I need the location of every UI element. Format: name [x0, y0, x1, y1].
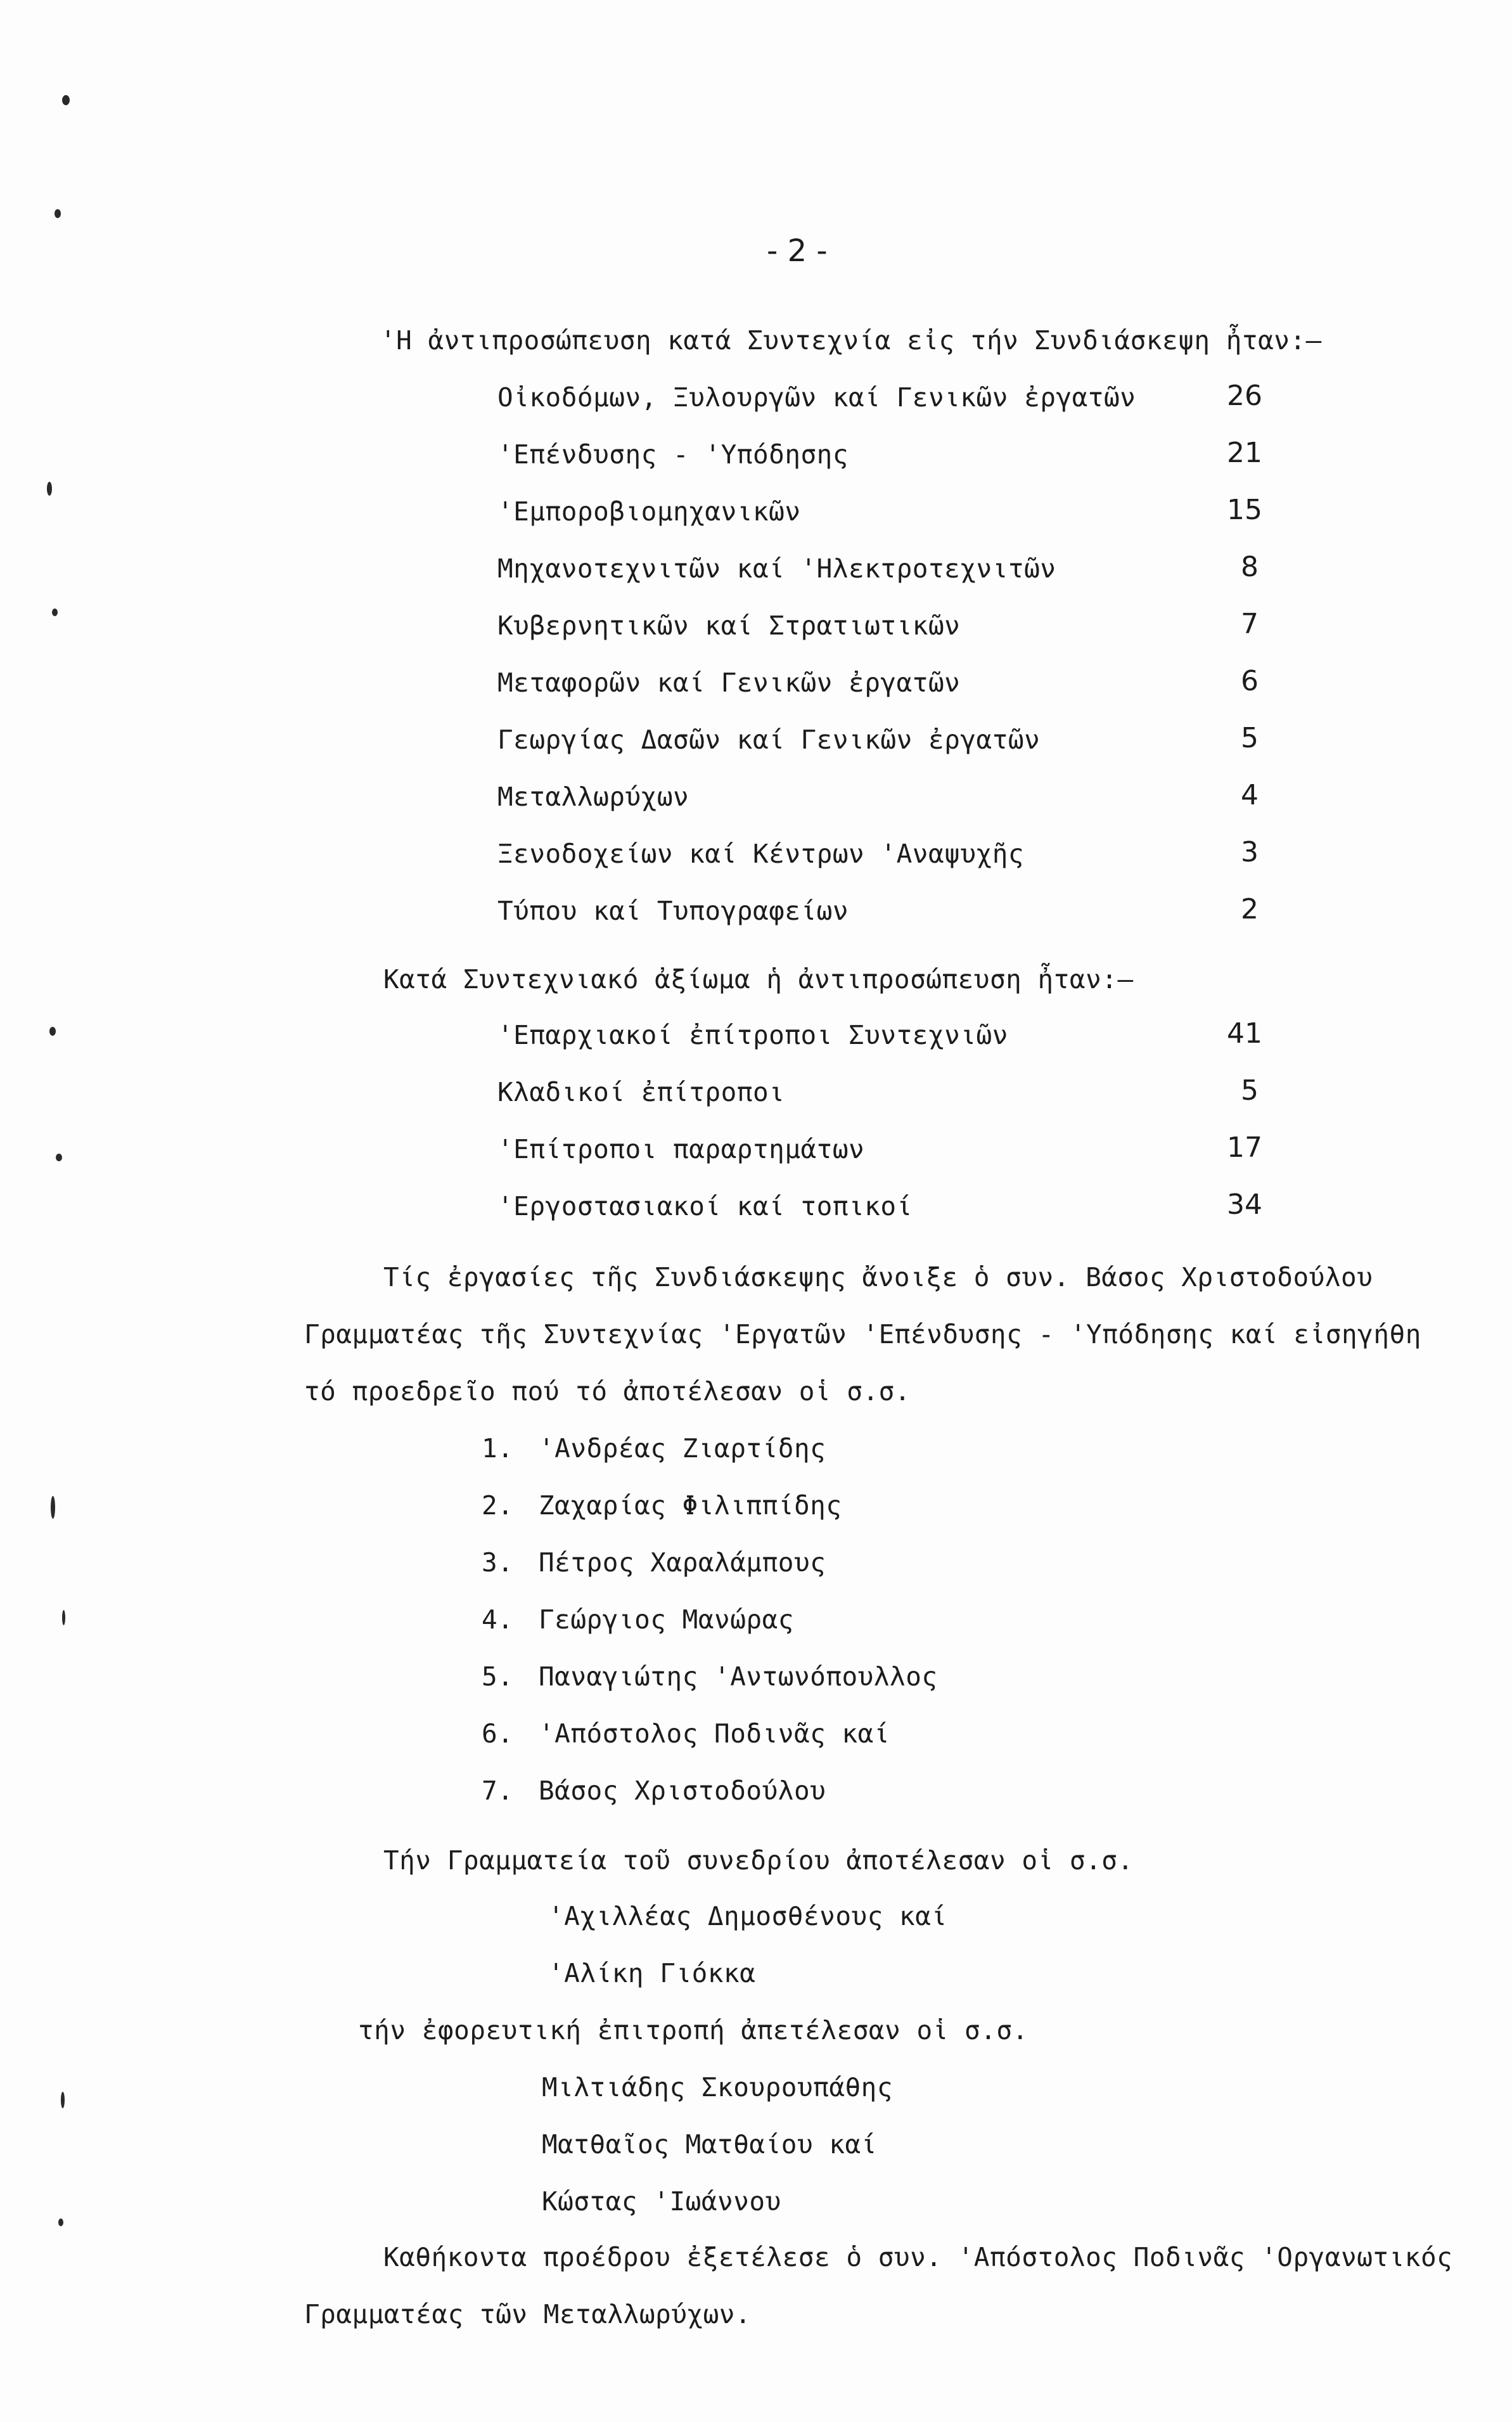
scan-speck: [61, 2092, 65, 2108]
list-number: 4.: [482, 1604, 514, 1635]
election-member: Κώστας 'Ιωάννου: [542, 2186, 781, 2217]
position-name: 'Επαρχιακοί ἐπίτροποι Συντεχνιῶν: [497, 1020, 1008, 1050]
representation-intro: 'Η ἀντιπροσώπευση κατά Συντεχνία εἰς τήν Συνδιάσκεψη ἦταν:—: [380, 325, 1322, 356]
union-count: 6: [1241, 665, 1259, 697]
election-intro: τήν ἐφορευτική ἐπιτροπή ἀπετέλεσαν οἱ σ.σ.: [358, 2015, 1028, 2045]
presidium-member: Πέτρος Χαραλάμπους: [539, 1547, 826, 1578]
paragraph-line: τό προεδρεῖο πού τό ἀποτέλεσαν οἱ σ.σ.: [304, 1376, 911, 1407]
list-number: 1.: [482, 1433, 514, 1464]
paragraph-line: Γραμματέας τῶν Μεταλλωρύχων.: [304, 2299, 752, 2329]
position-intro: Κατά Συντεχνιακό ἀξίωμα ἡ ἀντιπροσώπευση ἦταν:—: [383, 964, 1134, 995]
scan-speck: [49, 1027, 56, 1036]
scan-speck: [56, 1154, 62, 1161]
union-count: 8: [1241, 551, 1259, 583]
union-name: Τύπου καί Τυπογραφείων: [497, 896, 849, 926]
paragraph-line: Γραμματέας τῆς Συντεχνίας 'Εργατῶν 'Επένδυσης - 'Υπόδησης καί εἰσηγήθη: [304, 1319, 1421, 1349]
union-name: Οἰκοδόμων, Ξυλουργῶν καί Γενικῶν ἐργατῶν: [497, 382, 1136, 413]
union-count: 26: [1227, 380, 1262, 412]
position-name: 'Επίτροποι παραρτημάτων: [497, 1134, 865, 1164]
paragraph-line: Τίς ἐργασίες τῆς Συνδιάσκεψης ἄνοιξε ὁ συν. Βάσος Χριστοδούλου: [383, 1262, 1373, 1292]
list-number: 6.: [482, 1718, 514, 1749]
scan-speck: [47, 482, 52, 496]
position-name: 'Εργοστασιακοί καί τοπικοί: [497, 1191, 913, 1221]
position-count: 5: [1241, 1074, 1259, 1107]
union-count: 7: [1241, 608, 1259, 640]
presidium-member: Παναγιώτης 'Αντωνόπουλλος: [539, 1661, 938, 1692]
position-count: 41: [1227, 1017, 1262, 1050]
secretariat-member: 'Αλίκη Γιόκκα: [548, 1958, 756, 1988]
presidium-member: 'Ανδρέας Ζιαρτίδης: [539, 1433, 826, 1464]
scan-speck: [62, 95, 70, 105]
presidium-member: Γεώργιος Μανώρας: [539, 1604, 794, 1635]
paragraph-line: Καθήκοντα προέδρου ἐξετέλεσε ὁ συν. 'Απόστολος Ποδινᾶς 'Οργανωτικός: [383, 2242, 1453, 2272]
list-number: 7.: [482, 1775, 514, 1806]
list-number: 5.: [482, 1661, 514, 1692]
scan-speck: [54, 209, 61, 218]
secretariat-intro: Τήν Γραμματεία τοῦ συνεδρίου ἀποτέλεσαν οἱ σ.σ.: [383, 1845, 1134, 1876]
presidium-member: 'Απόστολος Ποδινᾶς καί: [539, 1718, 890, 1749]
union-name: Μεταφορῶν καί Γενικῶν ἐργατῶν: [497, 667, 961, 698]
union-name: Ξενοδοχείων καί Κέντρων 'Αναψυχῆς: [497, 839, 1025, 869]
union-count: 5: [1241, 722, 1259, 754]
scan-speck: [58, 2219, 63, 2226]
union-count: 21: [1227, 437, 1262, 469]
page-number: - 2 -: [767, 233, 828, 269]
union-count: 4: [1241, 779, 1259, 811]
union-name: 'Επένδυσης - 'Υπόδησης: [497, 439, 849, 470]
position-count: 17: [1227, 1131, 1262, 1164]
presidium-member: Ζαχαρίας Φιλιππίδης: [539, 1490, 842, 1521]
secretariat-member: 'Αχιλλέας Δημοσθένους καί: [548, 1901, 947, 1931]
position-name: Κλαδικοί ἐπίτροποι: [497, 1077, 785, 1107]
scan-speck: [62, 1610, 65, 1625]
union-name: Γεωργίας Δασῶν καί Γενικῶν ἐργατῶν: [497, 725, 1041, 755]
scan-speck: [51, 1496, 55, 1519]
presidium-member: Βάσος Χριστοδούλου: [539, 1775, 826, 1806]
union-name: Μεταλλωρύχων: [497, 782, 689, 812]
position-count: 34: [1227, 1188, 1262, 1221]
union-name: Κυβερνητικῶν καί Στρατιωτικῶν: [497, 610, 961, 641]
union-name: 'Εμποροβιομηχανικῶν: [497, 496, 801, 527]
election-member: Ματθαῖος Ματθαίου καί: [542, 2129, 877, 2160]
union-count: 3: [1241, 836, 1259, 868]
union-count: 15: [1227, 494, 1262, 526]
union-count: 2: [1241, 893, 1259, 925]
list-number: 2.: [482, 1490, 514, 1521]
scan-speck: [52, 609, 58, 616]
union-name: Μηχανοτεχνιτῶν καί 'Ηλεκτροτεχνιτῶν: [497, 553, 1056, 584]
election-member: Μιλτιάδης Σκουρουπάθης: [542, 2072, 894, 2103]
list-number: 3.: [482, 1547, 514, 1578]
